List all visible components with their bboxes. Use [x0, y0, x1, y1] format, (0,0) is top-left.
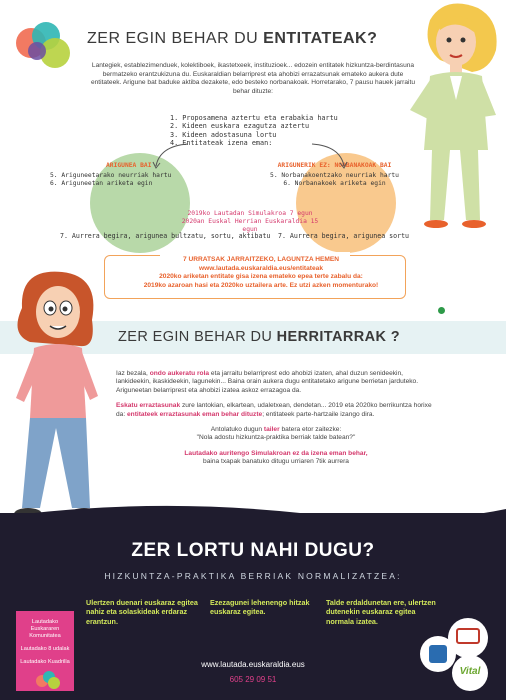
organizer-label: Lautadako Kuadrilla [20, 659, 70, 665]
website-link[interactable]: www.lautada.euskaraldia.eus [201, 660, 305, 669]
goals-title: ZER LORTU NAHI DUGU? [131, 540, 375, 561]
paragraph: Eskatu erraztasunak zure lantokian, elkartean, udaletxean, dendetan... 2019 eta 2020ko berrikuntza horixe da: entitateek erraztasunak eman behar dituzte; entitateek parte-hartzaile izango dira. [116, 402, 432, 418]
goal-item: Ulertzen duenari euskaraz egitea nahiz eta solaskideak erdaraz erantzun. [86, 598, 198, 626]
paragraph: Antolatuko dugun tailer batera etor zaitezke: "Nola adostu hizkuntza-praktika berriak talde batean?" [196, 426, 356, 442]
step-2: 2. Kideen euskara ezagutza aztertu [170, 122, 310, 131]
organizer-label: Lautadako Euskararen Komunitatea [29, 619, 61, 639]
citizen-illustration [0, 268, 112, 530]
cta-line: 2020ko ariketan entitate gisa izena emateko epea terte zabalu da: [159, 273, 363, 281]
section2-body [116, 370, 436, 474]
right-branch-item: 5. Norbanakoentzako neurriak hartu [270, 172, 399, 179]
paragraph: Lautadako auritengo Simulakroan ez da izena eman behar, baina txapak banatuko ditugu urriaren 7tik aurrera [184, 449, 368, 466]
cta-line: 2019ko azaroan hasi eta 2020ko uztailera arte. Ez utzi azken momenturako! [143, 281, 379, 289]
date-line: 2020an Euskal Herrian Euskaraldia 15 egun [181, 218, 319, 233]
goals-subtitle: HIZKUNTZA-PRAKTIKA BERRIAK NORMALIZATZEA: [104, 571, 402, 581]
right-branch-heading: ARIGUNERIK EZ: NORBANAKOAK BAI [277, 162, 392, 169]
goal-item: Talde erdaldunetan ere, ulertzen dutenekin euskaraz egitea normala izatea. [326, 598, 436, 626]
left-branch-item: 6. Ariguneetan ariketa egin [50, 180, 153, 187]
paragraph: Iaz bezala, ondo aukeratu rola eta jarraitu belarriprest edo ahobizi izaten, ahal duzun senideekin, lankideekin, ikaskideekin, lagunekin... Baina orain aukera dugu entitatetako arigune berrietan jarduteko. Ariguneetan belarriprest eta ahobizi izatea askoz errazagoa da. [116, 370, 419, 394]
section1-intro: Lantegiek, establezimenduek, kolektiboek, ikastetxeek, instituzioek... edozein entitatek hizkuntza-berdintasuna bermatzeko erantzukizuna du. Euskaraldian belarriprest eta ahobizi errazatsunak emateko aukera dute entitateek. Arigune bat baduke aktiba dezakete, edo besteko norbanakoak. Horretarako, 7 pausu hauek jarraitu behar dituzte: [90, 62, 416, 95]
dates-block [175, 210, 325, 234]
phone-number: 605 29 09 51 [229, 675, 277, 684]
step-4: 4. Entitateak izena eman: [170, 139, 273, 148]
step-7-left: 7. Aurrera begira, arigunea bultzatu, sortu, aktibatu [60, 232, 271, 240]
step-3: 3. Kideen adostasuna lortu [170, 130, 277, 139]
decorative-bubbles [10, 20, 80, 70]
left-branch-heading: ARIGUNEA BAI [106, 162, 152, 169]
cta-heading: 7 URRATSAK JARRAITZEKO, LAGUNTZA HEMEN [182, 256, 340, 263]
date-line: 2019ko Lautadan Simulakroa 7 egun [187, 210, 313, 217]
government-logo [448, 618, 488, 658]
vital-logo: Vital [452, 655, 488, 691]
goal-item: Ezezagunei lehenengo hitzak euskaraz egitea. [210, 598, 310, 617]
businesswoman-illustration [400, 0, 506, 232]
section1-title: ZER EGIN BEHAR DU ENTITATEAK? [87, 30, 378, 47]
section2-title: ZER EGIN BEHAR DU HERRITARRAK ? [118, 329, 401, 345]
cta-block [116, 256, 406, 290]
left-branch-item: 5. Ariguneetarako neurriak hartu [50, 172, 172, 179]
step-1: 1. Proposamena aztertu eta erabakia hartu [170, 114, 338, 122]
decorative-dot [438, 307, 445, 314]
cta-link[interactable]: www.lautada.euskaraldia.eus/entitateak [199, 264, 323, 272]
step-7-right: 7. Aurrera begira, arigunea sortu [278, 232, 410, 240]
organizer-label: Lautadako 8 udalak [20, 646, 70, 652]
right-branch-item: 6. Norbanakoek ariketa egin [283, 180, 386, 187]
